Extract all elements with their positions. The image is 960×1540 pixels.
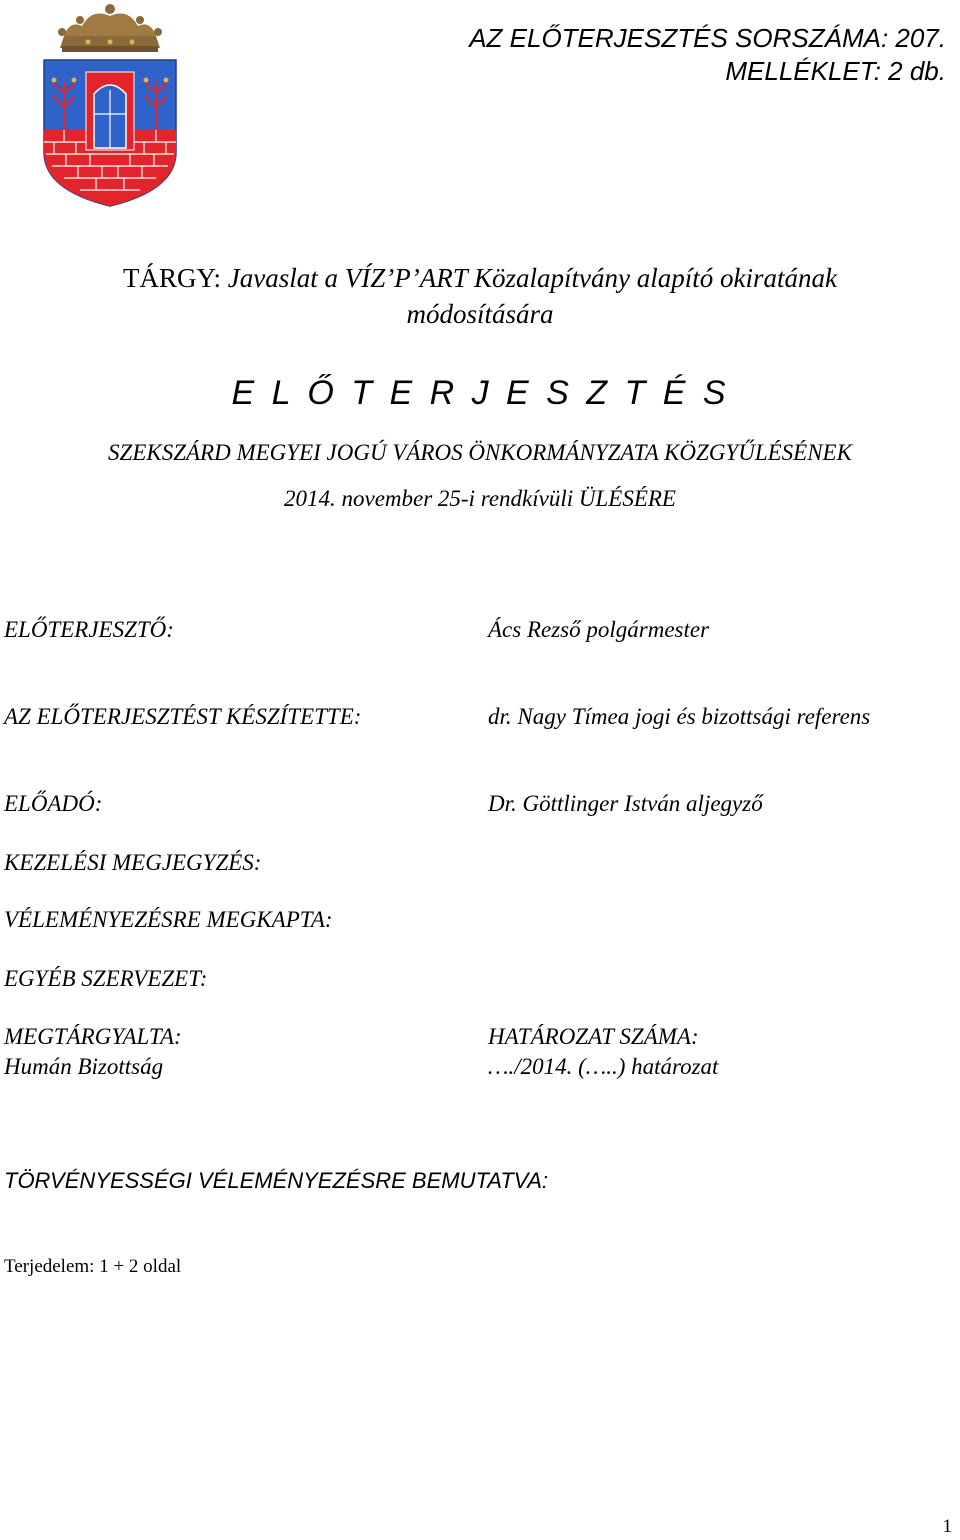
document-extent: Terjedelem: 1 + 2 oldal: [4, 1256, 182, 1277]
crown-icon: [58, 4, 162, 52]
speaker-value: Dr. Göttlinger István aljegyző: [488, 791, 763, 816]
subject-block: [0, 260, 960, 332]
addressee: SZEKSZÁRD MEGYEI JOGÚ VÁROS ÖNKORMÁNYZATA KÖZGYŰLÉSÉNEK: [108, 440, 852, 465]
presenter-value: Ács Rezső polgármester: [488, 617, 710, 642]
resolution-number-value: …./2014. (…..) határozat: [488, 1054, 719, 1079]
presenter-label: ELŐTERJESZTŐ:: [4, 617, 174, 642]
subject-label: TÁRGY:: [123, 263, 222, 293]
prepared-by-label: AZ ELŐTERJESZTÉST KÉSZÍTETTE:: [4, 704, 362, 729]
page-number: 1: [942, 1516, 952, 1537]
discussed-value: Humán Bizottság: [4, 1054, 164, 1079]
prepared-by-value: dr. Nagy Tímea jogi és bizottsági referens: [488, 704, 871, 729]
handling-note-label: KEZELÉSI MEGJEGYZÉS:: [4, 850, 262, 875]
subject-line-1: Javaslat a VÍZ’P’ART Közalapítvány alapító okiratának: [227, 263, 837, 293]
submission-number: AZ ELŐTERJESZTÉS SORSZÁMA: 207.: [469, 23, 946, 53]
document-header: [469, 22, 946, 88]
attachment-count: MELLÉKLET: 2 db.: [725, 56, 946, 86]
resolution-number-label: HATÁROZAT SZÁMA:: [488, 1024, 699, 1049]
session-date: 2014. november 25-i rendkívüli ÜLÉSÉRE: [284, 486, 676, 511]
document-title: E L Ő T E R J E S Z T É S: [231, 374, 729, 412]
subject-line-2: módosítására: [406, 299, 554, 329]
legality-review-label: TÖRVÉNYESSÉGI VÉLEMÉNYEZÉSRE BEMUTATVA:: [4, 1168, 549, 1193]
other-organization-label: EGYÉB SZERVEZET:: [4, 966, 208, 991]
coat-of-arms-icon: [40, 2, 180, 208]
review-received-label: VÉLEMÉNYEZÉSRE MEGKAPTA:: [4, 907, 333, 932]
discussed-label: MEGTÁRGYALTA:: [4, 1024, 182, 1049]
speaker-label: ELŐADÓ:: [4, 791, 103, 816]
